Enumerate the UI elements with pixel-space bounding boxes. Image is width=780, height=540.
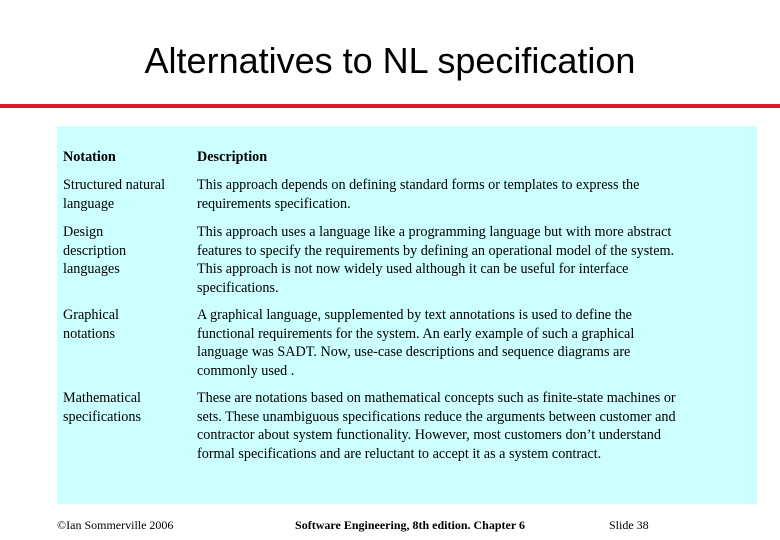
header-description: Description xyxy=(197,149,268,165)
notation-cell: Design description languages xyxy=(63,224,127,277)
notation-table xyxy=(57,126,757,504)
footer-slide-number: Slide 38 xyxy=(609,518,649,532)
description-cell: A graphical language, supplemented by text annotations is used to define the functional requirements for the system. An early example of such a graphical language was SADT. Now, use-case descriptions and sequence diagrams are commonly used . xyxy=(197,307,635,379)
description-cell: This approach depends on defining standard forms or templates to express the requirements specification. xyxy=(197,177,640,212)
title-divider xyxy=(0,104,780,108)
footer-book-title: Software Engineering, 8th edition. Chapter 6 xyxy=(295,518,525,532)
notation-cell: Structured natural language xyxy=(63,177,166,212)
description-cell: This approach uses a language like a programming language but with more abstract features to specify the requirements by defining an operational model of the system. This approach is not now widely used although it can be useful for interface specifications. xyxy=(197,224,675,296)
header-notation: Notation xyxy=(63,149,116,165)
footer-copyright: ©Ian Sommerville 2006 xyxy=(57,518,174,532)
description-cell: These are notations based on mathematical concepts such as finite-state machines or sets. These unambiguous specifications reduce the arguments between customer and contractor about system functionality. However, most customers don’t understand formal specifications and are reluctant to accept it as a system contract. xyxy=(197,390,676,462)
notation-cell: Graphical notations xyxy=(63,307,119,342)
notation-cell: Mathematical specifications xyxy=(63,390,142,425)
slide-title: Alternatives to NL specification xyxy=(144,40,636,81)
